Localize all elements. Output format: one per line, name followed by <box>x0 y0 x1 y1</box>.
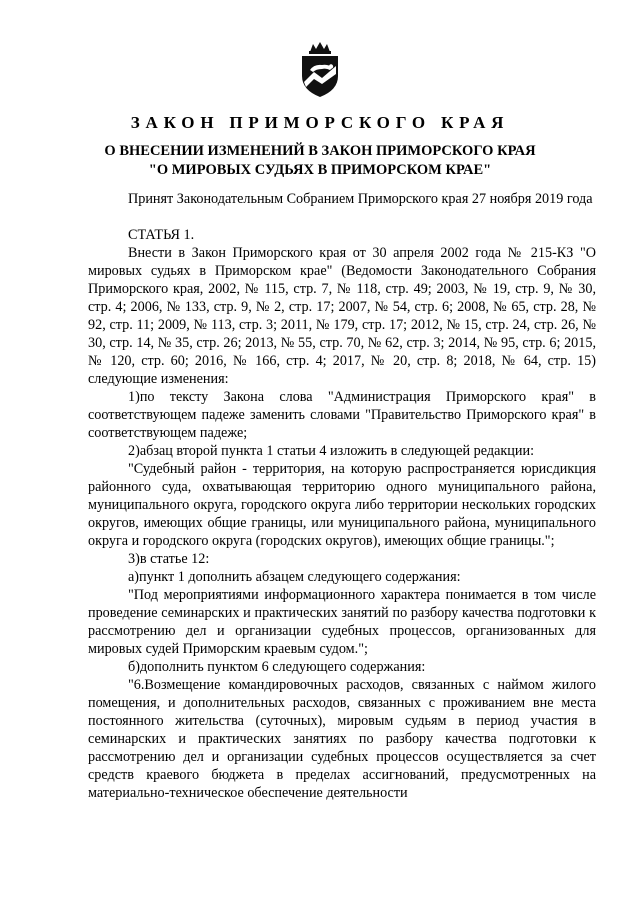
subtitle-line-2: "О МИРОВЫХ СУДЬЯХ В ПРИМОРСКОМ КРАЕ" <box>148 162 492 178</box>
amendment-item-2-quote: "Судебный район - территория, на которую распространяется юрисдикция районного суда, охватывающая территорию одного муниципального района, муниципального округа, городского округа либо территории нескольких городских округов, имеющих общие границы, или муниципального района, муниципального округа и городского округа (городских округов), имеющих общие границы."; <box>88 461 596 549</box>
law-subtitle <box>0 142 640 180</box>
spacer <box>88 208 596 226</box>
amendment-item-2: 2)абзац второй пункта 1 статьи 4 изложить в следующей редакции: <box>128 443 535 459</box>
amendment-item-3a-quote: "Под мероприятиями информационного характера понимается в том числе проведение семинарских и практических занятий по разбору качества подготовки к рассмотрению дел и организации судебных процессов, организованных для мировых судей Приморским краевым судом."; <box>88 587 596 657</box>
coat-of-arms-emblem <box>296 42 344 98</box>
article-intro: Внести в Закон Приморского края от 30 апреля 2002 года № 215-КЗ "О мировых судьях в Приморском крае" (Ведомости Законодательного Собрания Приморского края, 2002, № 115, стр. 7, № 118, стр. 49; 2003, № 19, стр. 9, № 30, стр. 4; 2006, № 133, стр. 9, № 2, стр. 17; 2007, № 54, стр. 6; 2008, № 65, стр. 28, № 92, стр. 11; 2009, № 113, стр. 3; 2011, № 179, стр. 17; 2012, № 15, стр. 24, стр. 26, № 30, стр. 14, № 35, стр. 26; 2013, № 55, стр. 70, № 62, стр. 3; 2014, № 95, стр. 6; 2015, № 120, стр. 60; 2016, № 166, стр. 4; 2017, № 20, стр. 8; 2018, № 64, стр. 15) следующие изменения: <box>88 245 596 387</box>
law-title: ЗАКОН ПРИМОРСКОГО КРАЯ <box>130 113 510 132</box>
amendment-item-3b-quote: "6.Возмещение командировочных расходов, связанных с наймом жилого помещения, и дополнительных расходов, связанных с проживанием вне места постоянного жительства (суточных), мировым судьям в период участия в семинарских и практических занятиях по разбору качества подготовки к рассмотрению дел и организации судебных процессов осуществляется за счет средств краевого бюджета в пределах ассигнований, предусмотренных на материально-техническое обеспечение деятельности <box>88 677 596 801</box>
amendment-item-3: 3)в статье 12: <box>128 551 210 567</box>
amendment-item-3b: б)дополнить пунктом 6 следующего содержания: <box>128 659 426 675</box>
adoption-note: Принят Законодательным Собранием Приморского края 27 ноября 2019 года <box>128 191 593 207</box>
amendment-item-1: 1)по тексту Закона слова "Администрация Приморского края" в соответствующем падеже заменить словами "Правительство Приморского края" в соответствующем падеже; <box>88 389 596 441</box>
subtitle-line-1: О ВНЕСЕНИИ ИЗМЕНЕНИЙ В ЗАКОН ПРИМОРСКОГО КРАЯ <box>104 143 536 159</box>
document-body <box>88 190 596 802</box>
article-heading: СТАТЬЯ 1. <box>128 227 195 243</box>
amendment-item-3a: а)пункт 1 дополнить абзацем следующего содержания: <box>128 569 461 585</box>
